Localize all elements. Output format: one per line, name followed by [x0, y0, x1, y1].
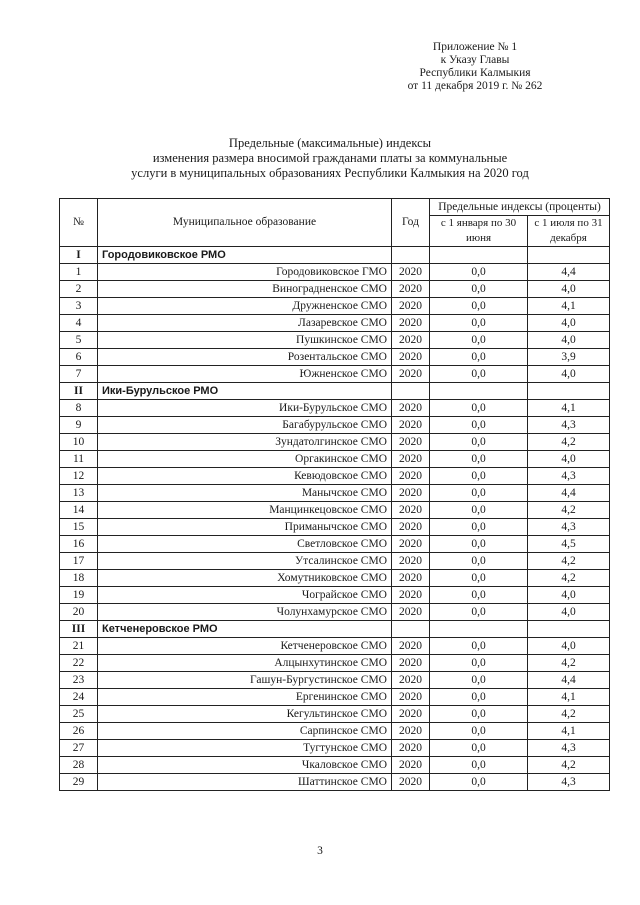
table-row	[60, 332, 610, 349]
index-period-1: 0,0	[430, 468, 528, 485]
municipality-name: Гашун-Бургустинское СМО	[98, 672, 392, 689]
index-period-1: 0,0	[430, 757, 528, 774]
page-number: 3	[317, 845, 323, 857]
group-row	[60, 383, 610, 400]
row-number: 22	[60, 655, 98, 672]
table-row	[60, 451, 610, 468]
table-row	[60, 774, 610, 791]
empty-cell	[430, 621, 528, 638]
table-row	[60, 366, 610, 383]
index-period-2: 4,0	[528, 366, 610, 383]
appendix-line: Республики Калмыкия	[419, 67, 531, 79]
group-name: Кетченеровское РМО	[98, 621, 392, 638]
row-number: 20	[60, 604, 98, 621]
municipality-name: Лазаревское СМО	[98, 315, 392, 332]
table-row	[60, 723, 610, 740]
index-period-2: 4,2	[528, 570, 610, 587]
municipality-name: Зундатолгинское СМО	[98, 434, 392, 451]
year-cell: 2020	[392, 434, 430, 451]
table-row	[60, 553, 610, 570]
municipality-name: Чкаловское СМО	[98, 757, 392, 774]
header-indices: Предельные индексы (проценты)	[430, 199, 610, 216]
row-number: 27	[60, 740, 98, 757]
index-period-1: 0,0	[430, 638, 528, 655]
index-period-1: 0,0	[430, 689, 528, 706]
index-period-2: 4,1	[528, 689, 610, 706]
index-period-2: 4,2	[528, 502, 610, 519]
header-year: Год	[392, 199, 430, 247]
municipality-name: Ергенинское СМО	[98, 689, 392, 706]
row-number: 17	[60, 553, 98, 570]
index-period-1: 0,0	[430, 417, 528, 434]
row-number: 3	[60, 298, 98, 315]
year-cell: 2020	[392, 451, 430, 468]
table-row	[60, 587, 610, 604]
index-period-2: 3,9	[528, 349, 610, 366]
table-row	[60, 519, 610, 536]
table-row	[60, 502, 610, 519]
index-period-1: 0,0	[430, 774, 528, 791]
municipality-name: Светловское СМО	[98, 536, 392, 553]
empty-cell	[392, 247, 430, 264]
empty-cell	[528, 383, 610, 400]
table-row	[60, 655, 610, 672]
index-period-1: 0,0	[430, 281, 528, 298]
year-cell: 2020	[392, 298, 430, 315]
index-period-2: 4,5	[528, 536, 610, 553]
table-row	[60, 604, 610, 621]
row-number: 28	[60, 757, 98, 774]
year-cell: 2020	[392, 315, 430, 332]
municipality-name: Шаттинское СМО	[98, 774, 392, 791]
row-number: 8	[60, 400, 98, 417]
municipality-name: Манцинкецовское СМО	[98, 502, 392, 519]
index-period-1: 0,0	[430, 604, 528, 621]
table-row	[60, 315, 610, 332]
row-number: 5	[60, 332, 98, 349]
row-number: 25	[60, 706, 98, 723]
municipality-name: Городовиковское ГМО	[98, 264, 392, 281]
index-period-1: 0,0	[430, 264, 528, 281]
table-row	[60, 570, 610, 587]
index-period-2: 4,3	[528, 417, 610, 434]
row-number: III	[60, 621, 98, 638]
year-cell: 2020	[392, 689, 430, 706]
group-row	[60, 247, 610, 264]
municipality-name: Манычское СМО	[98, 485, 392, 502]
index-period-1: 0,0	[430, 485, 528, 502]
index-period-2: 4,3	[528, 774, 610, 791]
index-period-2: 4,0	[528, 315, 610, 332]
municipality-name: Чолунхамурское СМО	[98, 604, 392, 621]
row-number: 14	[60, 502, 98, 519]
index-period-1: 0,0	[430, 553, 528, 570]
year-cell: 2020	[392, 723, 430, 740]
index-period-1: 0,0	[430, 400, 528, 417]
index-period-1: 0,0	[430, 451, 528, 468]
municipality-name: Розентальское СМО	[98, 349, 392, 366]
header-period-1: с 1 января по 30 июня	[430, 216, 528, 247]
index-period-1: 0,0	[430, 519, 528, 536]
row-number: 1	[60, 264, 98, 281]
index-period-1: 0,0	[430, 672, 528, 689]
year-cell: 2020	[392, 570, 430, 587]
municipality-name: Чограйское СМО	[98, 587, 392, 604]
year-cell: 2020	[392, 417, 430, 434]
year-cell: 2020	[392, 587, 430, 604]
table-body	[60, 247, 610, 791]
year-cell: 2020	[392, 332, 430, 349]
table-row	[60, 706, 610, 723]
index-period-2: 4,1	[528, 723, 610, 740]
index-period-2: 4,3	[528, 519, 610, 536]
year-cell: 2020	[392, 485, 430, 502]
row-number: 24	[60, 689, 98, 706]
index-period-2: 4,0	[528, 587, 610, 604]
index-period-1: 0,0	[430, 366, 528, 383]
year-cell: 2020	[392, 536, 430, 553]
year-cell: 2020	[392, 774, 430, 791]
year-cell: 2020	[392, 519, 430, 536]
row-number: 11	[60, 451, 98, 468]
table-row	[60, 485, 610, 502]
index-period-2: 4,0	[528, 281, 610, 298]
index-period-2: 4,0	[528, 604, 610, 621]
index-period-2: 4,4	[528, 264, 610, 281]
table-row	[60, 689, 610, 706]
year-cell: 2020	[392, 502, 430, 519]
group-name: Городовиковское РМО	[98, 247, 392, 264]
index-period-2: 4,3	[528, 468, 610, 485]
year-cell: 2020	[392, 264, 430, 281]
municipality-name: Кевюдовское СМО	[98, 468, 392, 485]
row-number: 7	[60, 366, 98, 383]
index-period-1: 0,0	[430, 315, 528, 332]
group-name: Ики-Бурульское РМО	[98, 383, 392, 400]
municipality-name: Виноградненское СМО	[98, 281, 392, 298]
municipality-name: Дружненское СМО	[98, 298, 392, 315]
row-number: 16	[60, 536, 98, 553]
index-period-2: 4,1	[528, 298, 610, 315]
table-row	[60, 434, 610, 451]
table-row	[60, 740, 610, 757]
appendix-line: Приложение № 1	[432, 41, 518, 53]
row-number: 10	[60, 434, 98, 451]
group-row	[60, 621, 610, 638]
row-number: 23	[60, 672, 98, 689]
municipality-name: Кегультинское СМО	[98, 706, 392, 723]
municipality-name: Сарпинское СМО	[98, 723, 392, 740]
index-period-1: 0,0	[430, 723, 528, 740]
index-period-2: 4,4	[528, 485, 610, 502]
table-row	[60, 672, 610, 689]
year-cell: 2020	[392, 349, 430, 366]
title-line: услуги в муниципальных образованиях Республики Калмыкия на 2020 год	[131, 166, 529, 180]
municipality-name: Оргакинское СМО	[98, 451, 392, 468]
title-line: Предельные (максимальные) индексы	[228, 136, 432, 150]
index-period-2: 4,2	[528, 706, 610, 723]
row-number: 15	[60, 519, 98, 536]
row-number: 21	[60, 638, 98, 655]
year-cell: 2020	[392, 366, 430, 383]
index-period-1: 0,0	[430, 502, 528, 519]
header-period-2: с 1 июля по 31 декабря	[528, 216, 610, 247]
municipality-name: Пушкинское СМО	[98, 332, 392, 349]
municipality-name: Алцынхутинское СМО	[98, 655, 392, 672]
index-period-2: 4,3	[528, 740, 610, 757]
row-number: 12	[60, 468, 98, 485]
index-period-1: 0,0	[430, 298, 528, 315]
index-period-2: 4,0	[528, 332, 610, 349]
year-cell: 2020	[392, 604, 430, 621]
table-row	[60, 536, 610, 553]
empty-cell	[528, 621, 610, 638]
row-number: 2	[60, 281, 98, 298]
empty-cell	[392, 621, 430, 638]
row-number: 13	[60, 485, 98, 502]
table-row	[60, 264, 610, 281]
table-row	[60, 417, 610, 434]
empty-cell	[392, 383, 430, 400]
index-period-1: 0,0	[430, 570, 528, 587]
table-row	[60, 468, 610, 485]
index-period-1: 0,0	[430, 655, 528, 672]
indices-table	[59, 198, 610, 791]
municipality-name: Кетченеровское СМО	[98, 638, 392, 655]
header-num: №	[60, 199, 98, 247]
appendix-line: от 11 декабря 2019 г. № 262	[407, 80, 543, 92]
document-title	[95, 136, 565, 181]
table-row	[60, 349, 610, 366]
index-period-2: 4,2	[528, 655, 610, 672]
table-row	[60, 400, 610, 417]
index-period-2: 4,2	[528, 434, 610, 451]
year-cell: 2020	[392, 672, 430, 689]
row-number: 4	[60, 315, 98, 332]
index-period-1: 0,0	[430, 434, 528, 451]
year-cell: 2020	[392, 468, 430, 485]
row-number: 9	[60, 417, 98, 434]
title-line: изменения размера вносимой гражданами платы за коммунальные	[152, 151, 508, 165]
empty-cell	[430, 247, 528, 264]
year-cell: 2020	[392, 655, 430, 672]
row-number: I	[60, 247, 98, 264]
municipality-name: Утсалинское СМО	[98, 553, 392, 570]
municipality-name: Тугтунское СМО	[98, 740, 392, 757]
row-number: 29	[60, 774, 98, 791]
index-period-1: 0,0	[430, 332, 528, 349]
municipality-name: Ики-Бурульское СМО	[98, 400, 392, 417]
row-number: 26	[60, 723, 98, 740]
index-period-2: 4,2	[528, 757, 610, 774]
year-cell: 2020	[392, 281, 430, 298]
municipality-name: Хомутниковское СМО	[98, 570, 392, 587]
index-period-1: 0,0	[430, 349, 528, 366]
year-cell: 2020	[392, 638, 430, 655]
year-cell: 2020	[392, 553, 430, 570]
municipality-name: Приманычское СМО	[98, 519, 392, 536]
index-period-1: 0,0	[430, 587, 528, 604]
empty-cell	[430, 383, 528, 400]
index-period-2: 4,2	[528, 553, 610, 570]
appendix-header	[370, 41, 580, 93]
empty-cell	[528, 247, 610, 264]
row-number: 18	[60, 570, 98, 587]
row-number: II	[60, 383, 98, 400]
year-cell: 2020	[392, 757, 430, 774]
index-period-2: 4,0	[528, 638, 610, 655]
table-row	[60, 281, 610, 298]
table-row	[60, 638, 610, 655]
municipality-name: Багабурульское СМО	[98, 417, 392, 434]
index-period-1: 0,0	[430, 740, 528, 757]
index-period-2: 4,0	[528, 451, 610, 468]
table-row	[60, 298, 610, 315]
year-cell: 2020	[392, 400, 430, 417]
appendix-line: к Указу Главы	[440, 54, 510, 66]
index-period-2: 4,4	[528, 672, 610, 689]
municipality-name: Южненское СМО	[98, 366, 392, 383]
year-cell: 2020	[392, 706, 430, 723]
header-municipality: Муниципальное образование	[98, 199, 392, 247]
index-period-1: 0,0	[430, 706, 528, 723]
row-number: 19	[60, 587, 98, 604]
year-cell: 2020	[392, 740, 430, 757]
index-period-2: 4,1	[528, 400, 610, 417]
row-number: 6	[60, 349, 98, 366]
table-row	[60, 757, 610, 774]
index-period-1: 0,0	[430, 536, 528, 553]
